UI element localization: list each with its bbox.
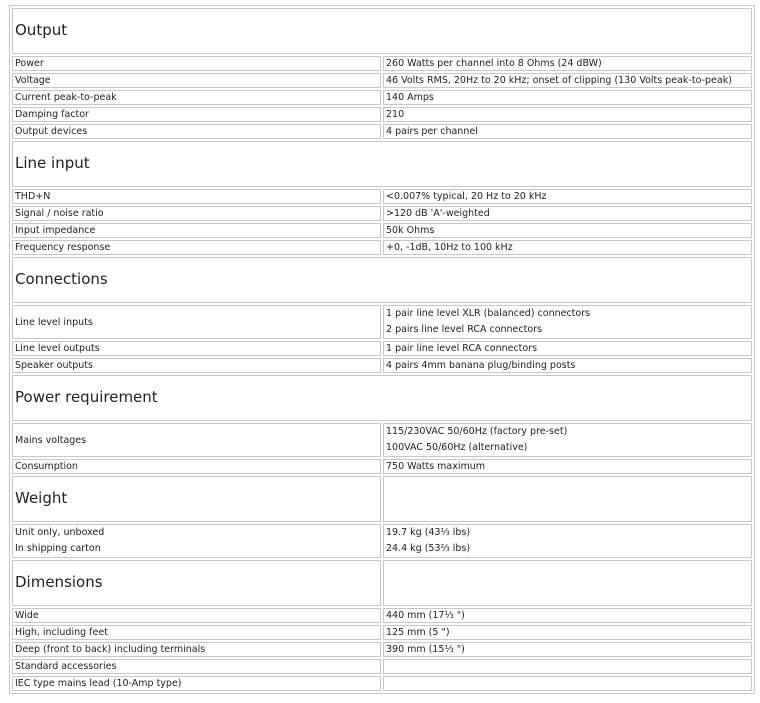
spec-value xyxy=(383,240,752,255)
spec-label xyxy=(12,524,381,558)
spec-row xyxy=(12,90,752,105)
spec-row xyxy=(12,642,752,657)
spec-value xyxy=(383,107,752,122)
section-header-value-cell xyxy=(383,476,752,522)
spec-label-line: Unit only, unboxed xyxy=(15,527,105,538)
section-title: Dimensions xyxy=(12,560,381,606)
spec-value-line: 750 Watts maximum xyxy=(386,461,486,472)
spec-row xyxy=(12,625,752,640)
spec-value-line: 1 pair line level XLR (balanced) connectors xyxy=(386,308,591,319)
section-title: Line input xyxy=(12,141,752,187)
spec-value xyxy=(383,608,752,623)
spec-value-line: <0.007% typical, 20 Hz to 20 kHz xyxy=(386,191,547,202)
spec-value xyxy=(383,642,752,657)
spec-row xyxy=(12,341,752,356)
spec-value-line: 19.7 kg (43⅓ lbs) xyxy=(386,527,471,538)
spec-value-line: >120 dB 'A'-weighted xyxy=(386,208,490,219)
spec-row xyxy=(12,189,752,204)
spec-row xyxy=(12,223,752,238)
spec-label: Frequency response xyxy=(12,240,381,255)
spec-label: Speaker outputs xyxy=(12,358,381,373)
spec-row xyxy=(12,659,752,674)
spec-label: Wide xyxy=(12,608,381,623)
spec-row xyxy=(12,206,752,221)
section-header-value-cell xyxy=(383,560,752,606)
spec-value-line: 46 Volts RMS, 20Hz to 20 kHz; onset of clipping (130 Volts peak-to-peak) xyxy=(386,75,732,86)
spec-label: Voltage xyxy=(12,73,381,88)
spec-row xyxy=(12,608,752,623)
section-header-row xyxy=(12,8,752,54)
section-header-row xyxy=(12,257,752,303)
spec-label: Output devices xyxy=(12,124,381,139)
spec-label: Input impedance xyxy=(12,223,381,238)
spec-row xyxy=(12,423,752,457)
section-title: Output xyxy=(12,8,752,54)
spec-label: Mains voltages xyxy=(12,423,381,457)
spec-value xyxy=(383,223,752,238)
spec-label: IEC type mains lead (10-Amp type) xyxy=(12,676,381,691)
spec-value xyxy=(383,524,752,558)
spec-value xyxy=(383,625,752,640)
spec-value-line: 125 mm (5 ") xyxy=(386,627,450,638)
spec-value xyxy=(383,73,752,88)
spec-label: Standard accessories xyxy=(12,659,381,674)
spec-value xyxy=(383,459,752,474)
spec-row xyxy=(12,107,752,122)
section-header-row xyxy=(12,141,752,187)
spec-row xyxy=(12,358,752,373)
spec-value-line: 50k Ohms xyxy=(386,225,435,236)
spec-value-line: 115/230VAC 50/60Hz (factory pre-set) xyxy=(386,426,568,437)
spec-label: High, including feet xyxy=(12,625,381,640)
spec-value xyxy=(383,358,752,373)
spec-value-line: 440 mm (17⅓ ") xyxy=(386,610,465,621)
spec-value xyxy=(383,423,752,457)
spec-row xyxy=(12,73,752,88)
spec-value-line: 260 Watts per channel into 8 Ohms (24 dBW) xyxy=(386,58,602,69)
spec-value-line: 100VAC 50/60Hz (alternative) xyxy=(386,442,528,453)
spec-value-line: 2 pairs line level RCA connectors xyxy=(386,324,543,335)
spec-row xyxy=(12,676,752,691)
spec-label: Consumption xyxy=(12,459,381,474)
specifications-body xyxy=(12,8,752,691)
spec-value xyxy=(383,56,752,71)
section-header-row xyxy=(12,375,752,421)
spec-value xyxy=(383,206,752,221)
spec-row xyxy=(12,459,752,474)
spec-value xyxy=(383,341,752,356)
spec-value xyxy=(383,189,752,204)
spec-value xyxy=(383,305,752,339)
spec-row xyxy=(12,305,752,339)
spec-value xyxy=(383,124,752,139)
spec-value-line: 140 Amps xyxy=(386,92,434,103)
spec-value xyxy=(383,659,752,674)
spec-label: Line level outputs xyxy=(12,341,381,356)
spec-value-line: 390 mm (15⅓ ") xyxy=(386,644,465,655)
spec-row xyxy=(12,56,752,71)
spec-value xyxy=(383,676,752,691)
spec-value xyxy=(383,90,752,105)
spec-row xyxy=(12,524,752,558)
spec-value-line: +0, -1dB, 10Hz to 100 kHz xyxy=(386,242,513,253)
spec-label-line: In shipping carton xyxy=(15,543,101,554)
spec-value-line: 4 pairs 4mm banana plug/binding posts xyxy=(386,360,576,371)
spec-label: Deep (front to back) including terminals xyxy=(12,642,381,657)
spec-label: THD+N xyxy=(12,189,381,204)
spec-label: Signal / noise ratio xyxy=(12,206,381,221)
spec-value-line: 210 xyxy=(386,109,405,120)
section-header-row xyxy=(12,560,752,606)
spec-label: Damping factor xyxy=(12,107,381,122)
spec-value-line: 4 pairs per channel xyxy=(386,126,478,137)
spec-label: Line level inputs xyxy=(12,305,381,339)
spec-value-line: 1 pair line level RCA connectors xyxy=(386,343,538,354)
spec-row xyxy=(12,124,752,139)
spec-label: Power xyxy=(12,56,381,71)
section-title: Weight xyxy=(12,476,381,522)
section-header-row xyxy=(12,476,752,522)
section-title: Connections xyxy=(12,257,752,303)
specifications-table xyxy=(9,5,755,694)
section-title: Power requirement xyxy=(12,375,752,421)
spec-label: Current peak-to-peak xyxy=(12,90,381,105)
spec-row xyxy=(12,240,752,255)
spec-value-line: 24.4 kg (53⅔ lbs) xyxy=(386,543,471,554)
